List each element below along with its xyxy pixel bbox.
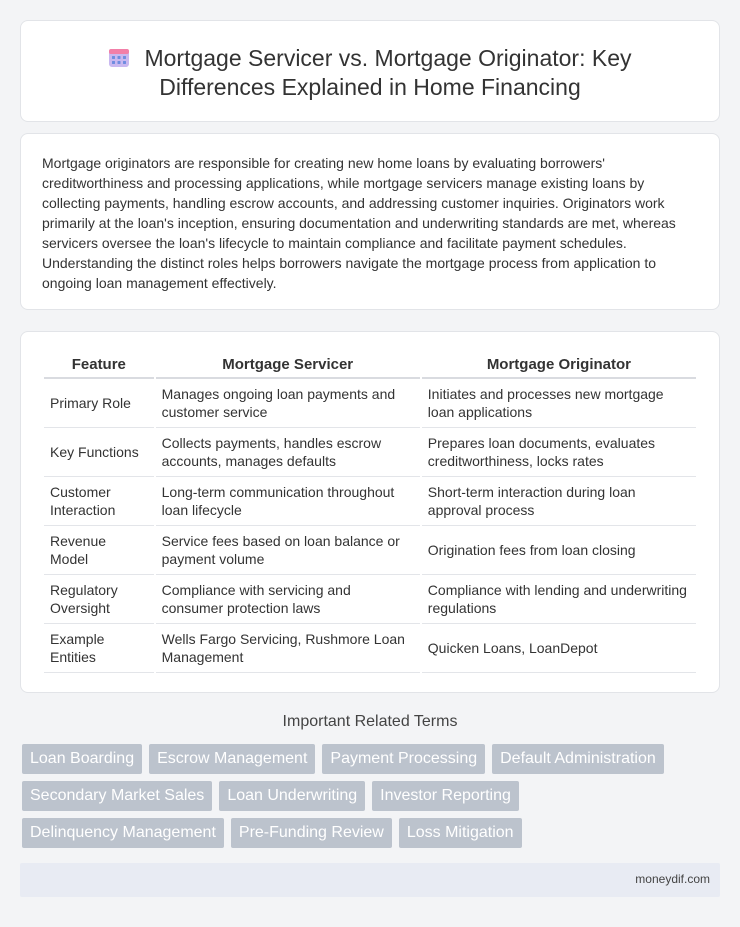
tag-row xyxy=(22,818,712,848)
term-tag[interactable]: Investor Reporting xyxy=(372,781,519,811)
originator-cell: Origination fees from loan closing xyxy=(422,526,696,575)
term-tag[interactable]: Secondary Market Sales xyxy=(22,781,212,811)
servicer-cell: Compliance with servicing and consumer protection laws xyxy=(156,575,420,624)
originator-cell: Prepares loan documents, evaluates creditworthiness, locks rates xyxy=(422,428,696,477)
originator-cell: Initiates and processes new mortgage loan applications xyxy=(422,379,696,428)
term-tag[interactable]: Delinquency Management xyxy=(22,818,224,848)
related-terms-title: Important Related Terms xyxy=(282,713,458,730)
intro-paragraph: Mortgage originators are responsible for creating new home loans by evaluating borrowers' creditworthiness and processing applications, while mortgage servicers manage existing loans by collecting payments, handling escrow accounts, and addressing customer inquiries. Originators work primarily at the loan's inception, ensuring documentation and underwriting standards are met, whereas servicers oversee the loan's lifecycle to maintain compliance and facilitate payment schedules. Understanding the distinct roles helps borrowers navigate the mortgage process from application to ongoing loan management effectively. xyxy=(42,155,676,291)
term-tag[interactable]: Loan Underwriting xyxy=(219,781,365,811)
feature-cell: Customer Interaction xyxy=(44,477,154,526)
feature-cell: Key Functions xyxy=(44,428,154,477)
term-tag[interactable]: Payment Processing xyxy=(322,744,485,774)
feature-cell: Primary Role xyxy=(44,379,154,428)
footer-site-link[interactable]: moneydif.com xyxy=(635,872,710,886)
header-servicer: Mortgage Servicer xyxy=(156,351,420,379)
feature-cell: Example Entities xyxy=(44,624,154,673)
tag-row xyxy=(22,781,712,811)
table-row xyxy=(44,624,696,673)
term-tag[interactable]: Loss Mitigation xyxy=(399,818,522,848)
feature-cell: Regulatory Oversight xyxy=(44,575,154,624)
term-tag[interactable]: Pre-Funding Review xyxy=(231,818,392,848)
table-row xyxy=(44,575,696,624)
comparison-card xyxy=(20,331,720,693)
title-line-2: Differences Explained in Home Financing xyxy=(159,74,581,100)
term-tag[interactable]: Loan Boarding xyxy=(22,744,142,774)
table-row xyxy=(44,526,696,575)
table-row xyxy=(44,477,696,526)
footer xyxy=(20,863,720,897)
servicer-cell: Service fees based on loan balance or payment volume xyxy=(156,526,420,575)
header-feature: Feature xyxy=(44,351,154,379)
servicer-cell: Collects payments, handles escrow accounts, manages defaults xyxy=(156,428,420,477)
title-line-1: Mortgage Servicer vs. Mortgage Originator: Key xyxy=(144,45,632,71)
servicer-cell: Long-term communication throughout loan lifecycle xyxy=(156,477,420,526)
header-card xyxy=(20,20,720,122)
table-row xyxy=(44,428,696,477)
calendar-icon xyxy=(108,46,130,68)
related-terms-tags xyxy=(22,744,712,855)
originator-cell: Compliance with lending and underwriting regulations xyxy=(422,575,696,624)
tag-row xyxy=(22,744,712,774)
intro-card xyxy=(20,133,720,310)
originator-cell: Quicken Loans, LoanDepot xyxy=(422,624,696,673)
feature-cell: Revenue Model xyxy=(44,526,154,575)
table-row xyxy=(44,379,696,428)
comparison-table xyxy=(42,351,698,673)
servicer-cell: Manages ongoing loan payments and customer service xyxy=(156,379,420,428)
term-tag[interactable]: Escrow Management xyxy=(149,744,315,774)
header-originator: Mortgage Originator xyxy=(422,351,696,379)
table-header-row xyxy=(44,351,696,379)
servicer-cell: Wells Fargo Servicing, Rushmore Loan Management xyxy=(156,624,420,673)
term-tag[interactable]: Default Administration xyxy=(492,744,664,774)
originator-cell: Short-term interaction during loan approval process xyxy=(422,477,696,526)
page-title xyxy=(21,44,719,102)
